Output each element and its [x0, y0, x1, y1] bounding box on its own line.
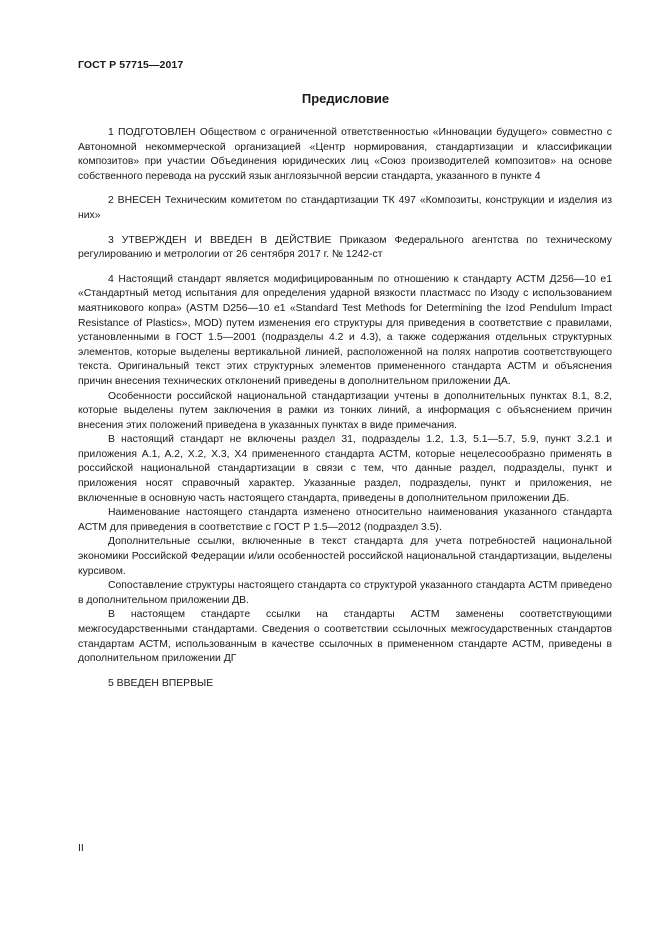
- paragraph-1: 1 ПОДГОТОВЛЕН Обществом с ограниченной ответственностью «Инновации будущего» совместно с Автономной некоммерческой организацией «Центр нормирования, стандартизации и классификации композитов» при участии Объединения юридических лиц «Союз производителей композитов» на основе собственного перевода на русский язык англоязычной версии стандарта, указанного в пункте 4: [78, 127, 612, 182]
- document-code: ГОСТ Р 57715—2017: [78, 59, 184, 71]
- paragraph-4-structure-comparison: Сопоставление структуры настоящего стандарта со структурой указанного стандарта АСТМ приведено в дополнительном приложении ДВ.: [78, 580, 612, 606]
- page-number: II: [78, 842, 84, 854]
- section-title: Предисловие: [301, 91, 390, 106]
- paragraph-3: 3 УТВЕРЖДЕН И ВВЕДЕН В ДЕЙСТВИЕ Приказом Федерального агентства по техническому регулированию и метрологии от 26 сентября 2017 г. № 1242-ст: [78, 234, 612, 261]
- paragraph-4-title-change: Наименование настоящего стандарта изменено относительно наименования указанного стандарта АСТМ для приведения в соответствие с ГОСТ Р 1.5—2012 (подраздел 3.5).: [78, 507, 612, 533]
- preface-body: [78, 126, 612, 691]
- paragraph-4-excluded-sections: В настоящий стандарт не включены раздел 31, подразделы 1.2, 1.3, 5.1—5.7, 5.9, пункт 3.2.1 и приложения A.1, A.2, X.2, X.3, X4 примененного стандарта АСТМ, которые нецелесообразно применять в российской национальной стандартизации в связи с тем, что данные раздел, подразделы, пункт и приложения носят справочный характер. Указанные раздел, подразделы, пункт и приложения, не включенные в основную часть настоящего стандарта, приведены в дополнительном приложении ДБ.: [78, 434, 612, 504]
- paragraph-4-national-features: Особенности российской национальной стандартизации учтены в дополнительных пунктах 8.1, 8.2, которые выделены путем заключения в рамки из тонких линий, а информация с объяснением причин внесения этих положений приведена в указанных пунктах в виде примечания.: [78, 390, 612, 431]
- paragraph-2: 2 ВНЕСЕН Техническим комитетом по стандартизации ТК 497 «Композиты, конструкции и изделия из них»: [78, 195, 612, 221]
- paragraph-5: 5 ВВЕДЕН ВПЕРВЫЕ: [108, 677, 214, 689]
- paragraph-4: 4 Настоящий стандарт является модифицированным по отношению к стандарту АСТМ Д256—10 e1 «Стандартный метод испытания для определения ударной вязкости пластмасс по Изоду с использованием маятникового копра» (ASTM D256—10 e1 «Standard Test Methods for Determining the Izod Pendulum Impact Resistance of Plastics», MOD) путем изменения его структуры для приведения в соответствие с правилами, установленными в ГОСТ 1.5—2001 (подразделы 4.2 и 4.3), а также содержания отдельных структурных элементов, которые выделены вертикальной линией, расположенной на полях напротив соответствующего текста. Оригинальный текст этих структурных элементов примененного стандарта АСТМ и объяснения причин внесения технических отклонений приведены в дополнительном приложении ДА.: [78, 273, 612, 387]
- paragraph-4-additional-references: Дополнительные ссылки, включенные в текст стандарта для учета потребностей национальной экономики Российской Федерации и/или особенностей российской национальной стандартизации, выделены курсивом.: [78, 536, 612, 577]
- paragraph-4-reference-replacement: В настоящем стандарте ссылки на стандарты АСТМ заменены соответствующими межгосударственными стандартами. Сведения о соответствии ссылочных межгосударственных стандартов стандартам АСТМ, использованным в качестве ссылочных в примененном стандарте АСТМ, приведены в дополнительном приложении ДГ: [78, 609, 612, 665]
